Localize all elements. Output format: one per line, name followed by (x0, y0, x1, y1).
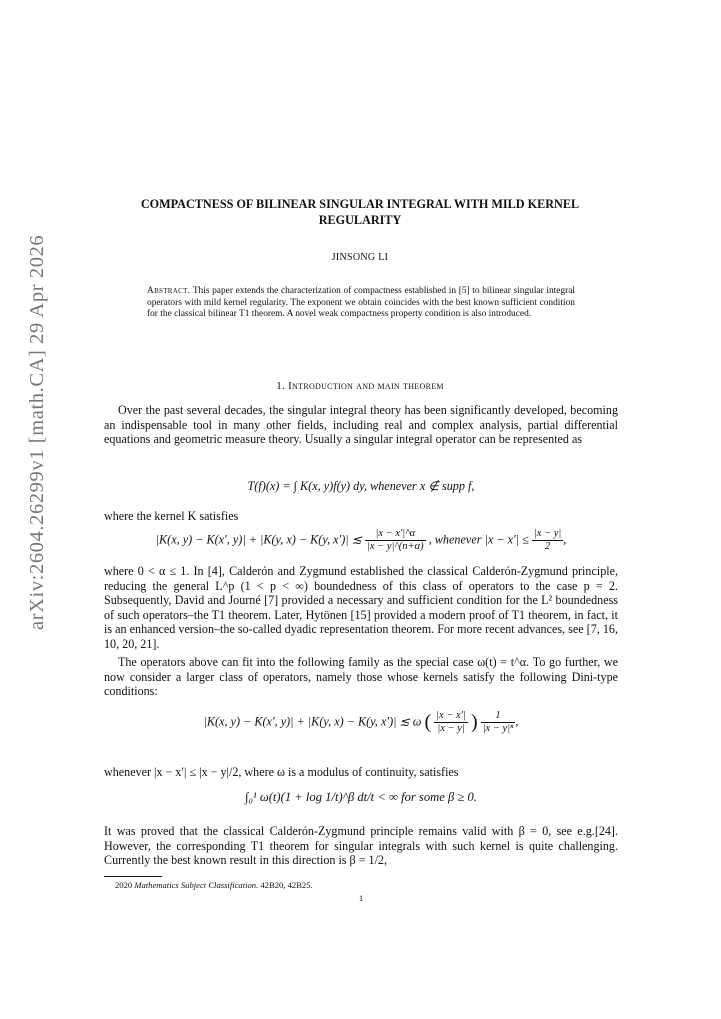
paragraph-5: whenever |x − x′| ≤ |x − y|/2, where ω is a modulus of continuity, satisfies (104, 765, 459, 779)
equation-3-numerator: |x − x′| (436, 710, 466, 721)
paragraph-2: where the kernel K satisfies (104, 509, 239, 523)
equation-3: |K(x, y) − K(x′, y)| + |K(y, x) − K(y, x′)| ≲ ω ( $\frac{|x - x'|}{|x - y|}$ ) $\frac{1}{\text{|x − y|ⁿ}}$ , (203, 710, 519, 734)
equation-1: T(f)(x) = ∫ K(x, y)f(y) dy, whenever x ∉ supp f, (247, 479, 475, 493)
paragraph-4-text: The operators above can fit into the following family as the special case ω(t) = t^α. To go further, we now consider a larger class of operators, namely those whose kernels satisfy the following Dini-type conditions: (104, 655, 618, 699)
paragraph-4 (104, 655, 618, 699)
equation-2-lhs: |K(x, y) − K(x′, y)| + |K(y, x) − K(y, x′)| ≲ (155, 532, 362, 547)
section-heading-text: 1. Introduction and main theorem (276, 380, 444, 392)
equation-2-numerator: |x − x′|^α (365, 528, 426, 541)
title-line-1: COMPACTNESS OF BILINEAR SINGULAR INTEGRAL WITH MILD KERNEL (140, 197, 580, 211)
footnote-rule (104, 876, 162, 877)
equation-2-denominator-2: 2 (544, 541, 551, 552)
footnote-suffix: 42B20, 42B25. (258, 880, 313, 890)
equation-2-denominator: |x − y|^(n+α) (366, 541, 424, 552)
paragraph-1 (104, 403, 618, 447)
paragraph-1-text: Over the past several decades, the singular integral theory has been significantly developed, becoming an indispensable tool in many other fields, including real and complex analysis, partial differential equations and geometric measure theory. Usually a singular integral operator can be represented as (104, 403, 618, 447)
equation-3-denominator-2: |x − y|ⁿ (482, 723, 514, 734)
paper-title (60, 196, 660, 228)
footnote-prefix: 2020 (115, 880, 135, 890)
paragraph-3: where 0 < α ≤ 1. In [4], Calderón and Zygmund established the classical Calderón-Zygmund principle, reducing the general L^p (1 < p < ∞) boundedness of this class of operators to the case p = 2. Subsequently, David and Journé [7] provided a necessary and sufficient condition for the L² boundedness of such operators–the T1 theorem. Later, Hytönen [15] provided a modern proof of T1 theorem, in fact, it is an enhanced version–the so-called dyadic representation theorem. For more recent advances, see [7, 16, 10, 20, 21]. (104, 564, 618, 651)
equation-3-fraction (434, 710, 468, 735)
equation-3-fraction-2 (481, 710, 516, 735)
abstract-text: This paper extends the characterization of compactness established in [5] to bilinear singular integral operators with mild kernel regularity. The exponent we obtain coincides with the best known sufficient condition for the classical bilinear T1 theorem. A novel weak compactness property condition is also introduced. (147, 286, 575, 320)
equation-2: |K(x, y) − K(x′, y)| + |K(y, x) − K(y, x′)| ≲ $\frac{|x - x'|\^{}\alpha}{|x - y|\^{}(n+\alpha)}$ , whenever |x − x′| ≤ $\frac{|x - y|}{2}$ , (155, 528, 567, 552)
abstract-label: Abstract. (147, 286, 191, 296)
equation-4: ∫₀¹ ω(t)(1 + log 1/t)^β dt/t < ∞ for some β ≥ 0. (245, 790, 477, 804)
page-number: 1 (358, 893, 364, 903)
footnote (115, 880, 313, 890)
equation-2-middle: , whenever |x − x′| ≤ (428, 532, 529, 547)
equation-3-denominator: |x − y| (437, 723, 465, 734)
footnote-italic: Mathematics Subject Classification. (134, 880, 259, 890)
author: JINSONG LI (331, 252, 389, 263)
arxiv-identifier: arXiv:2604.26299v1 [math.CA] 29 Apr 2026 (26, 234, 48, 630)
equation-2-fraction (365, 528, 426, 553)
arxiv-sidebar (18, 234, 58, 630)
title-line-2: REGULARITY (318, 213, 402, 227)
equation-3-numerator-2: 1 (481, 710, 516, 723)
paragraph-6: It was proved that the classical Calderón-Zygmund principle remains valid with β = 0, see e.g.[24]. However, the corresponding T1 theorem for singular integrals with such kernel is quite challenging. Currently the best known result in this direction is β = 1/2, (104, 824, 618, 868)
section-heading (60, 380, 660, 392)
abstract (147, 286, 575, 321)
equation-3-lhs: |K(x, y) − K(x′, y)| + |K(y, x) − K(y, x′)| ≲ ω (203, 714, 422, 729)
equation-2-fraction-2 (532, 528, 563, 553)
equation-2-numerator-2: |x − y| (533, 528, 562, 539)
